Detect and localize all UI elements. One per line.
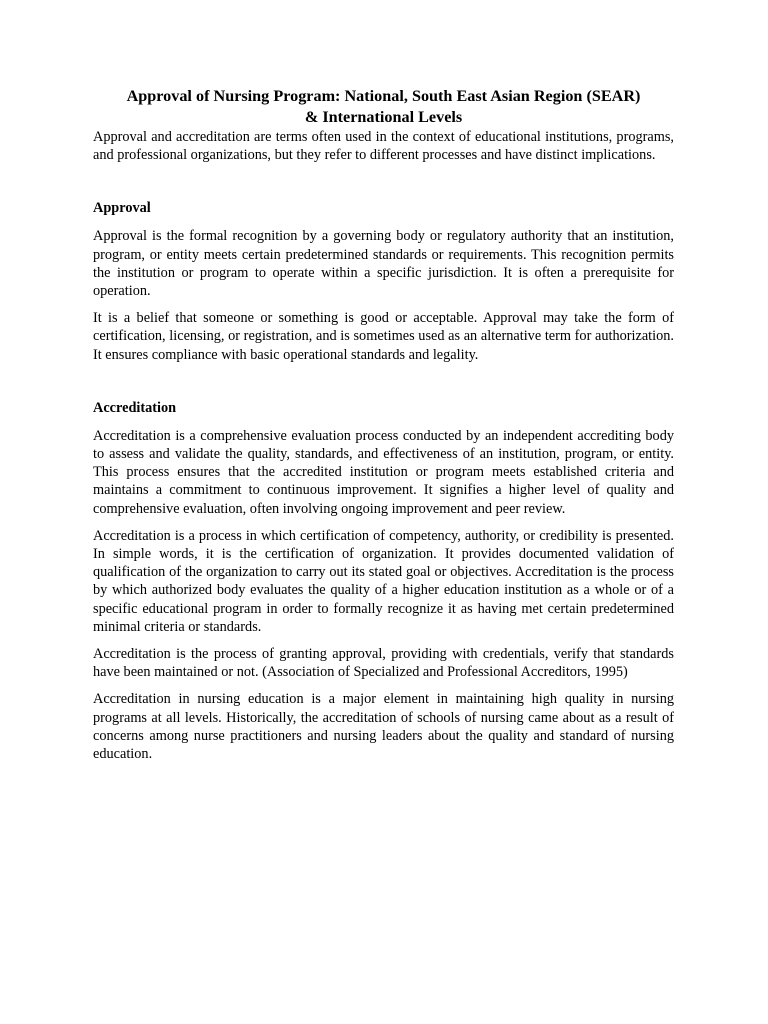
paragraph: Accreditation is a comprehensive evaluation process conducted by an independent accrediting body to assess and validate the quality, standards, and effectiveness of an institution, program, or entity. This process ensures that the accredited institution or program meets established criteria and maintains a commitment to continuous improvement. It signifies a higher level of quality and comprehensive evaluation, often involving ongoing improvement and peer review. [93,427,674,517]
document-title [93,86,674,128]
paragraph: Accreditation in nursing education is a major element in maintaining high quality in nursing programs at all levels. Historically, the accreditation of schools of nursing came about as a result of concerns among nurse practitioners and nursing leaders about the quality and standard of nursing education. [93,691,674,763]
section-approval [93,199,674,363]
paragraph: It is a belief that someone or something is good or acceptable. Approval may take the form of certification, licensing, or registration, and is sometimes used as an alternative term for authorization. It ensures compliance with basic operational standards and legality. [93,310,674,363]
title-line-2: & International Levels [304,108,463,126]
section-heading-accreditation: Accreditation [93,399,177,416]
paragraph: Accreditation is the process of granting approval, providing with credentials, verify that standards have been maintained or not. (Association of Specialized and Professional Accreditors, 1995) [93,646,674,681]
intro-paragraph: Approval and accreditation are terms often used in the context of educational institutions, programs, and professional organizations, but they refer to different processes and have distinct implications. [93,129,674,164]
title-line-1: Approval of Nursing Program: National, South East Asian Region (SEAR) [126,87,641,105]
paragraph: Accreditation is a process in which certification of competency, authority, or credibility is presented. In simple words, it is the certification of organization. It provides documented validation of qualification of the organization to carry out its stated goal or objectives. Accreditation is the process by which authorized body evaluates the quality of a higher education institution as a whole or of a specific educational program in order to formally recognize it as having met certain predetermined minimal criteria or standards. [93,527,674,635]
section-accreditation [93,399,674,763]
paragraph: Approval is the formal recognition by a governing body or regulatory authority that an institution, program, or entity meets certain predetermined standards or requirements. This recognition permits the institution or program to operate within a specific jurisdiction. It is often a prerequisite for operation. [93,228,674,300]
section-heading-approval: Approval [93,200,151,217]
